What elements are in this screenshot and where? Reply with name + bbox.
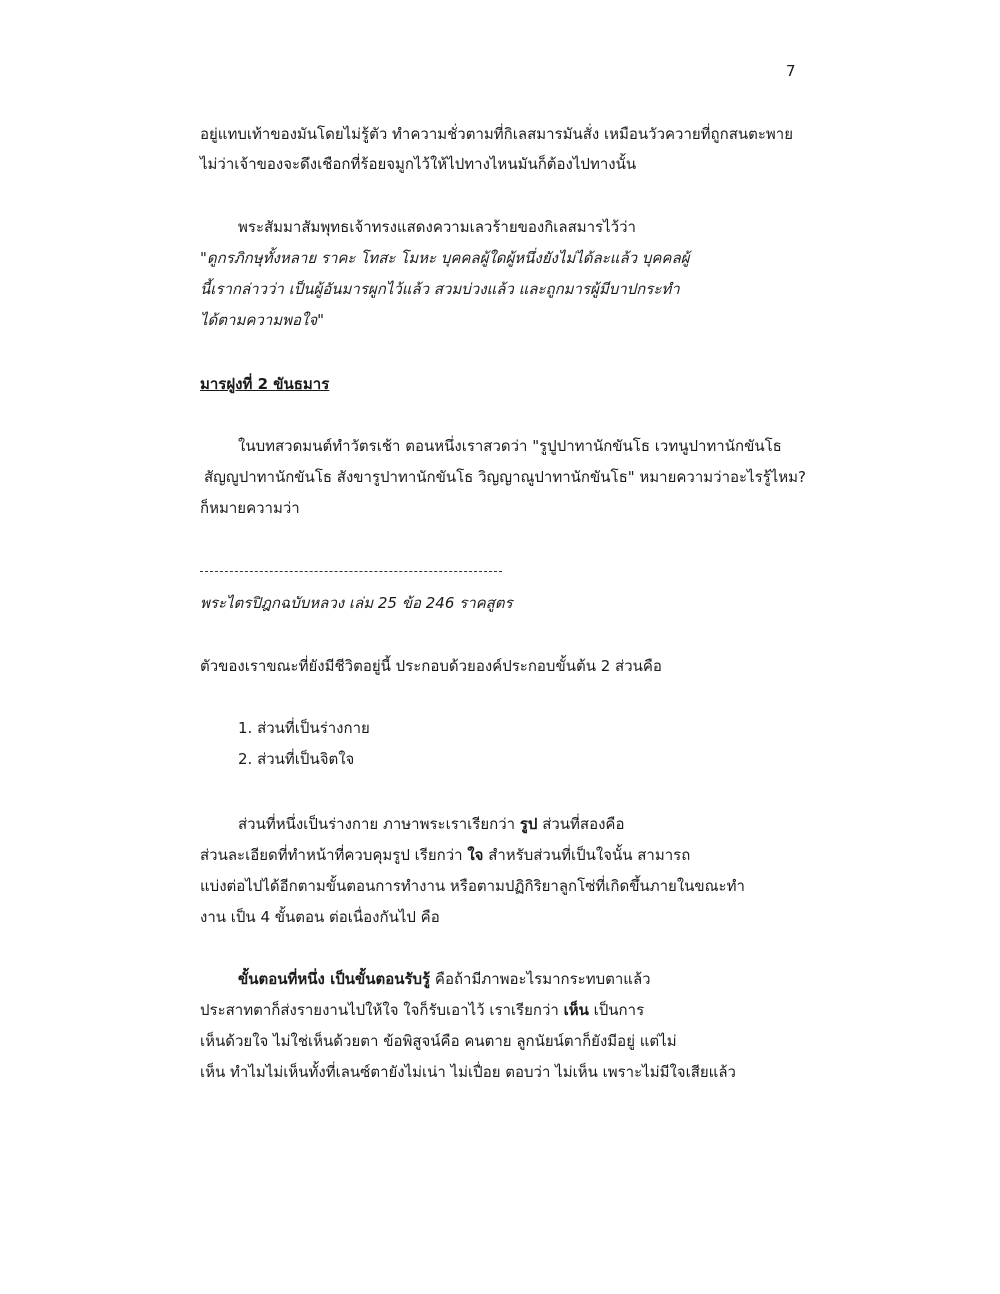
- text-run: ส่วนที่สองคือ: [537, 815, 625, 833]
- paragraph-line: [200, 1000, 644, 1020]
- paragraph-line: [238, 814, 624, 834]
- paragraph-line: ไม่ว่าเจ้าของจะดึงเชือกที่ร้อยจมูกไว้ให้ไปทางไหนมันก็ต้องไปทางนั้น: [200, 155, 637, 173]
- paragraph-line: ในบทสวดมนต์ทำวัตรเช้า ตอนหนึ่งเราสวดว่า "รูปูปาทานักขันโธ เวทนูปาทานักขันโธ: [238, 437, 782, 455]
- paragraph-line: ก็หมายความว่า: [200, 499, 300, 517]
- quote-line: "ดูกรภิกษุทั้งหลาย ราคะ โทสะ โมหะ บุคคลผู้ใดผู้หนึ่งยังไม่ได้ละแล้ว บุคคลผู้: [200, 249, 690, 267]
- paragraph-line: เห็น ทำไมไม่เห็นทั้งที่เลนซ์ตายังไม่เน่า ไม่เปื่อย ตอบว่า ไม่เห็น เพราะไม่มีใจเสียแล้ว: [200, 1063, 736, 1081]
- text-run: เป็นการ: [588, 1001, 645, 1019]
- paragraph-line: [238, 969, 651, 989]
- paragraph-line: [200, 845, 690, 865]
- text-run: ส่วนที่หนึ่งเป็นร่างกาย ภาษาพระเราเรียกว่า: [238, 815, 520, 833]
- text-run: ส่วนละเอียดที่ทำหน้าที่ควบคุมรูป เรียกว่า: [200, 846, 468, 864]
- text-run: ประสาทตาก็ส่งรายงานไปให้ใจ ใจก็รับเอาไว้ เราเรียกว่า: [200, 1001, 564, 1019]
- paragraph-line: งาน เป็น 4 ขั้นตอน ต่อเนื่องกันไป คือ: [200, 908, 440, 926]
- paragraph-line: ตัวของเราขณะที่ยังมีชีวิตอยู่นี้ ประกอบด้วยองค์ประกอบขั้นต้น 2 ส่วนคือ: [200, 657, 662, 675]
- bold-term: ใจ: [467, 846, 484, 864]
- page-number: 7: [786, 62, 796, 80]
- footnote: พระไตรปิฎกฉบับหลวง เล่ม 25 ข้อ 246 ราคสูตร: [200, 594, 513, 612]
- quote-line: นี้เรากล่าวว่า เป็นผู้อันมารผูกไว้แล้ว สวมบ่วงแล้ว และถูกมารผู้มีบาปกระทำ: [200, 280, 680, 298]
- footnote-divider: [200, 571, 502, 572]
- bold-heading-run: ขั้นตอนที่หนึ่ง เป็นขั้นตอนรับรู้: [238, 970, 431, 988]
- paragraph-line: สัญญูปาทานักขันโธ สังขารูปาทานักขันโธ วิญญาณูปาทานักขันโธ" หมายความว่าอะไรรู้ไหม?: [204, 468, 806, 486]
- text-run: สำหรับส่วนที่เป็นใจนั้น สามารถ: [483, 846, 691, 864]
- section-heading: มารฝูงที่ 2 ขันธมาร: [200, 375, 330, 393]
- list-item: 2. ส่วนที่เป็นจิตใจ: [238, 750, 355, 768]
- quote-intro: พระสัมมาสัมพุทธเจ้าทรงแสดงความเลวร้ายของกิเลสมารไว้ว่า: [238, 218, 636, 236]
- bold-term: รูป: [519, 815, 538, 833]
- paragraph-line: เห็นด้วยใจ ไม่ใช่เห็นด้วยตา ข้อพิสูจน์คือ คนตาย ลูกนัยน์ตาก็ยังมีอยู่ แต่ไม่: [200, 1032, 677, 1050]
- text-run: คือถ้ามีภาพอะไรมากระทบตาแล้ว: [430, 970, 651, 988]
- quote-line: ได้ตามความพอใจ": [200, 311, 325, 329]
- list-item: 1. ส่วนที่เป็นร่างกาย: [238, 719, 370, 737]
- bold-term: เห็น: [563, 1001, 589, 1019]
- paragraph-line: อยู่แทบเท้าของมันโดยไม่รู้ตัว ทำความชั่วตามที่กิเลสมารมันสั่ง เหมือนวัวควายที่ถูกสนตะพาย: [200, 125, 794, 143]
- paragraph-line: แบ่งต่อไปได้อีกตามขั้นตอนการทำงาน หรือตามปฏิกิริยาลูกโซ่ที่เกิดขึ้นภายในขณะทำ: [200, 877, 745, 895]
